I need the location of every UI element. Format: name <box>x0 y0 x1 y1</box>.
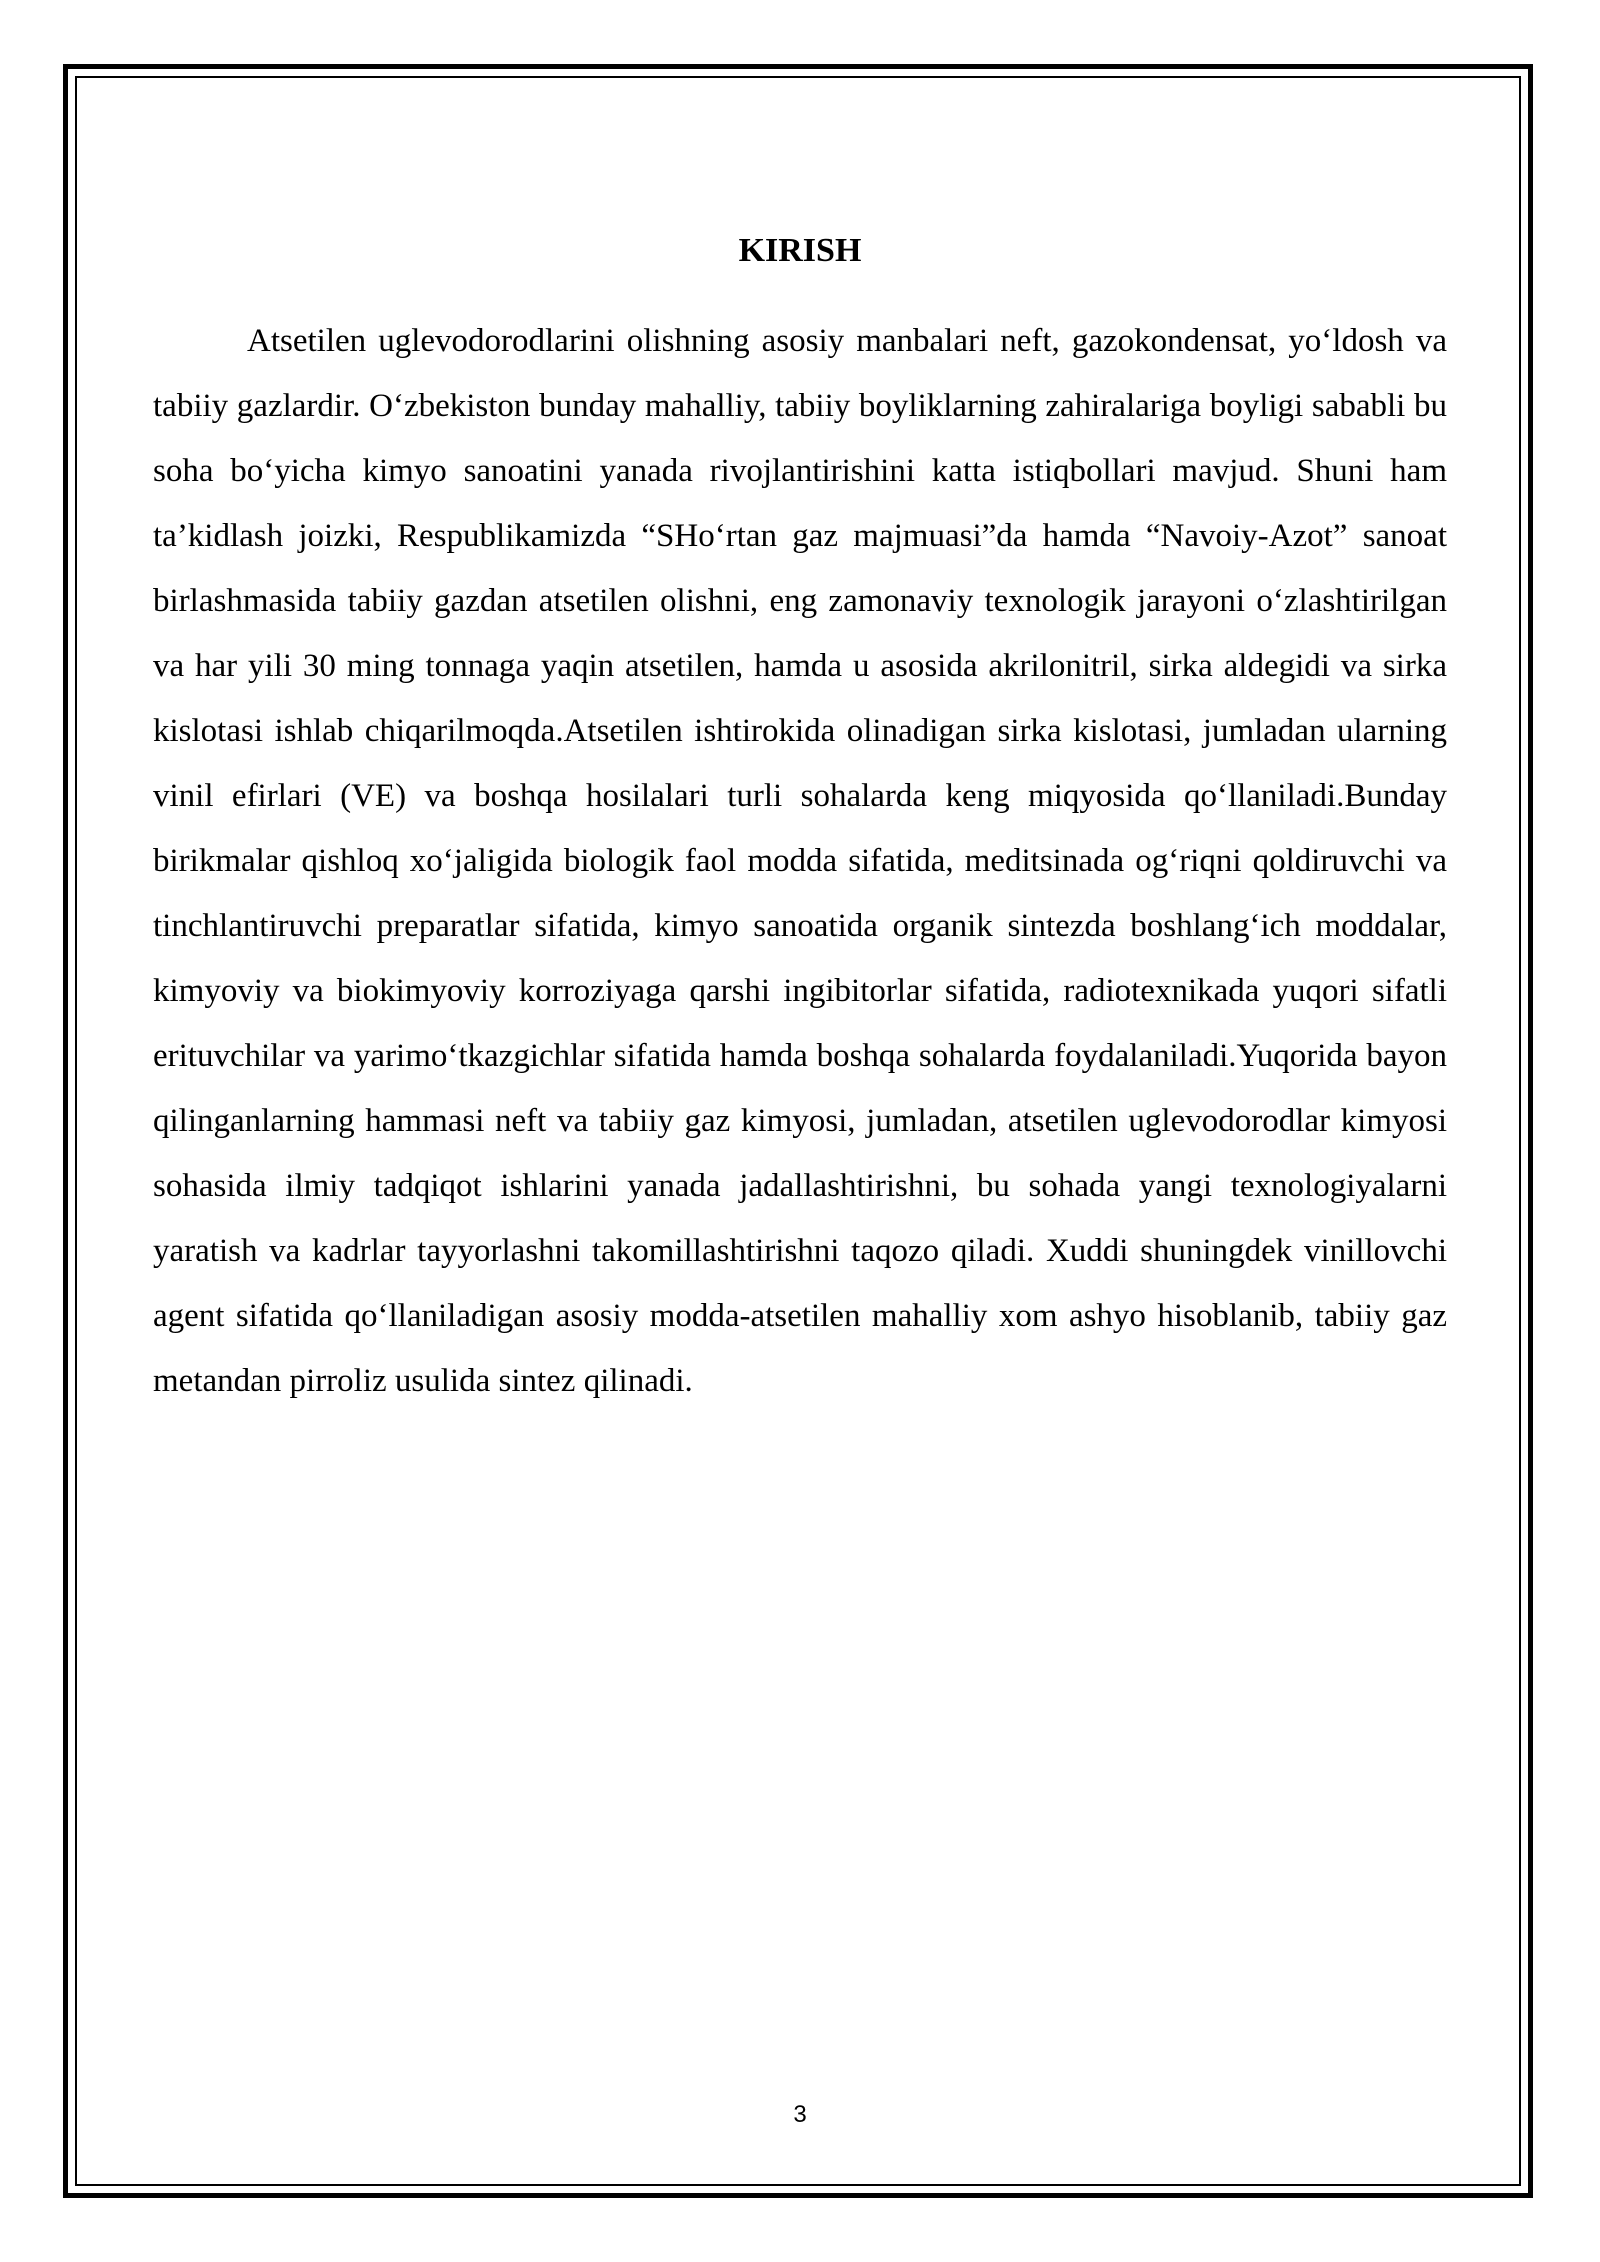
page-number: 3 <box>793 2101 807 2128</box>
page-title: KIRISH <box>738 232 862 269</box>
body-paragraph: Atsetilen uglevodorodlarini olishning asosiy manbalari neft, gazokondensat, yo‘ldosh va tabiiy gazlardir. O‘zbekiston bunday mahalliy, tabiiy boyliklarning zahiralariga boyligi sababli bu soha bo‘yicha kimyo sanoatini yanada rivojlantirishini katta istiqbollari mavjud. Shuni ham ta’kidlash joizki, Respublikamizda “SHo‘rtan gaz majmuasi”da hamda “Navoiy-Azot” sanoat birlashmasida tabiiy gazdan atsetilen olishni, eng zamonaviy texnologik jarayoni o‘zlashtirilgan va har yili 30 ming tonnaga yaqin atsetilen, hamda u asosida akrilonitril, sirka aldegidi va sirka kislotasi ishlab chiqarilmoqda.Atsetilen ishtirokida olinadigan sirka kislotasi, jumladan ularning vinil efirlari (VE) va boshqa hosilalari turli sohalarda keng miqyosida qo‘llaniladi.Bunday birikmalar qishloq xo‘jaligida biologik faol modda sifatida, meditsinada og‘riqni qoldiruvchi va tinchlantiruvchi preparatlar sifatida, kimyo sanoatida organik sintezda boshlang‘ich moddalar, kimyoviy va biokimyoviy korroziyaga qarshi ingibitorlar sifatida, radiotexnikada yuqori sifatli erituvchilar va yarimo‘tkazgichlar sifatida hamda boshqa sohalarda foydalaniladi.Yuqorida bayon qilinganlarning hammasi neft va tabiiy gaz kimyosi, jumladan, atsetilen uglevodorodlar kimyosi sohasida ilmiy tadqiqot ishlarini yanada jadallashtirishni, bu sohada yangi texnologiyalarni yaratish va kadrlar tayyorlashni takomillashtirishni taqozo qiladi. Xuddi shuningdek vinillovchi agent sifatida qo‘llaniladigan asosiy modda-atsetilen mahalliy xom ashyo hisoblanib, tabiiy gaz metandan pirroliz usulida sintez qilinadi. <box>153 323 1447 1399</box>
